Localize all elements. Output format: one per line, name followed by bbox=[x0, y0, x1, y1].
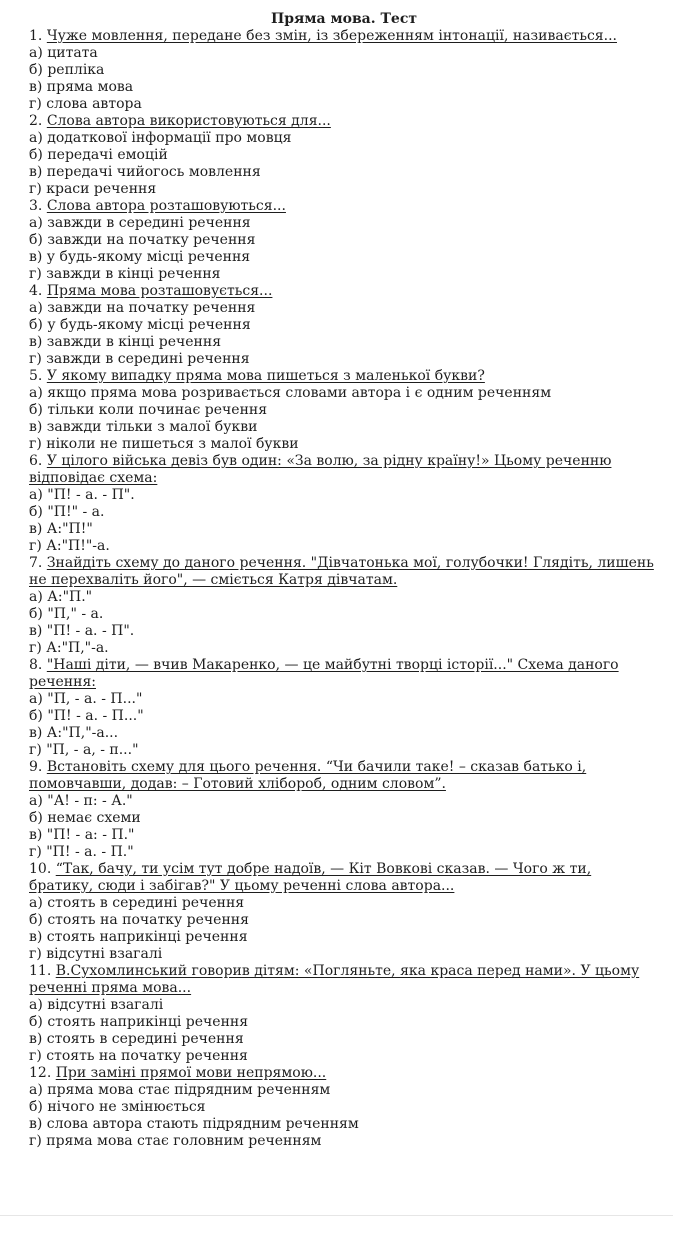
answer-option: б) стоять наприкінці речення bbox=[29, 1014, 249, 1030]
question-number: 12. bbox=[29, 1065, 52, 1081]
answer-option: в) "П! - а. - П". bbox=[29, 623, 135, 639]
answer-option: в) завжди в кінці речення bbox=[29, 334, 222, 350]
question-block bbox=[29, 1065, 659, 1150]
question-line bbox=[29, 657, 659, 691]
answer-option: г) пряма мова стає головним реченням bbox=[29, 1133, 322, 1149]
question-line bbox=[29, 1065, 659, 1082]
question-text: Чуже мовлення, передане без змін, із збереженням інтонації, називається... bbox=[46, 28, 617, 44]
divider bbox=[0, 1215, 673, 1216]
answer-option: г) завжди в середині речення bbox=[29, 351, 250, 367]
answer-option: б) "П!" - а. bbox=[29, 504, 105, 520]
question-block bbox=[29, 861, 659, 963]
answer-option: а) стоять в середині речення bbox=[29, 895, 245, 911]
answer-option: в) А:"П!" bbox=[29, 521, 93, 537]
answer-option: б) завжди на початку речення bbox=[29, 232, 256, 248]
answer-option: а) відсутні взагалі bbox=[29, 997, 164, 1013]
question-line bbox=[29, 759, 659, 793]
answer-option: б) "П! - а. - П..." bbox=[29, 708, 144, 724]
answer-option: а) якщо пряма мова розривається словами автора і є одним реченням bbox=[29, 385, 552, 401]
answer-option: г) "П, - а, - п..." bbox=[29, 742, 139, 758]
answer-option: г) А:"П,"-а. bbox=[29, 640, 109, 656]
answer-option: б) стоять на початку речення bbox=[29, 912, 249, 928]
answer-option: в) пряма мова bbox=[29, 79, 134, 95]
question-block bbox=[29, 963, 659, 1065]
answer-option: а) "П! - а. - П". bbox=[29, 487, 135, 503]
question-number: 5. bbox=[29, 368, 43, 384]
document-page bbox=[29, 11, 659, 1150]
question-text: При заміні прямої мови непрямою... bbox=[55, 1065, 327, 1081]
question-line bbox=[29, 963, 659, 997]
answer-option: а) цитата bbox=[29, 45, 98, 61]
answer-option: в) у будь-якому місці речення bbox=[29, 249, 251, 265]
answer-option: а) А:"П." bbox=[29, 589, 93, 605]
question-block bbox=[29, 283, 659, 368]
answer-option: г) ніколи не пишеться з малої букви bbox=[29, 436, 299, 452]
question-number: 11. bbox=[29, 963, 52, 979]
question-number: 10. bbox=[29, 861, 52, 877]
question-text: В.Сухомлинський говорив дітям: «Погляньте, яка краса перед нами». У цьому реченні пряма мова... bbox=[29, 963, 640, 996]
answer-option: а) завжди на початку речення bbox=[29, 300, 256, 316]
question-line bbox=[29, 198, 659, 215]
answer-option: в) передачі чийогось мовлення bbox=[29, 164, 261, 180]
question-block bbox=[29, 198, 659, 283]
answer-option: в) "П! - а: - П." bbox=[29, 827, 135, 843]
answer-option: г) завжди в кінці речення bbox=[29, 266, 221, 282]
answer-option: в) слова автора стають підрядним реченням bbox=[29, 1116, 359, 1132]
answer-option: а) завжди в середині речення bbox=[29, 215, 251, 231]
answer-option: б) "П," - а. bbox=[29, 606, 104, 622]
question-text: “Так, бачу, ти усім тут добре надоїв, — Кіт Вовкові сказав. — Чого ж ти, братику, сюди і забігав?" У цьому реченні слова автора... bbox=[29, 861, 592, 894]
answer-option: г) краси речення bbox=[29, 181, 157, 197]
question-number: 1. bbox=[29, 28, 43, 44]
answer-option: в) А:"П,"-а... bbox=[29, 725, 119, 741]
question-block bbox=[29, 555, 659, 657]
question-text: Слова автора розташовуються... bbox=[46, 198, 286, 214]
answer-option: а) додаткової інформації про мовця bbox=[29, 130, 292, 146]
answer-option: б) немає схеми bbox=[29, 810, 141, 826]
answer-option: в) стоять наприкінці речення bbox=[29, 929, 248, 945]
question-text: "Наші діти, — вчив Макаренко, — це майбутні творці історії..." Схема даного речення: bbox=[29, 657, 619, 690]
answer-option: г) слова автора bbox=[29, 96, 142, 112]
question-block bbox=[29, 28, 659, 113]
question-text: Знайдіть схему до даного речення. "Дівчатонька мої, голубочки! Глядіть, лишень не перехваліть його", — сміється Катря дівчатам. bbox=[29, 555, 654, 588]
question-number: 4. bbox=[29, 283, 43, 299]
answer-option: б) репліка bbox=[29, 62, 105, 78]
answer-option: в) стоять в середині речення bbox=[29, 1031, 244, 1047]
answer-option: г) стоять на початку речення bbox=[29, 1048, 248, 1064]
question-text: Слова автора використовуються для... bbox=[46, 113, 331, 129]
answer-option: г) "П! - а. - П." bbox=[29, 844, 134, 860]
question-number: 8. bbox=[29, 657, 43, 673]
question-block bbox=[29, 453, 659, 555]
answer-option: а) "А! - п: - А." bbox=[29, 793, 133, 809]
question-line bbox=[29, 28, 659, 45]
answer-option: г) А:"П!"-а. bbox=[29, 538, 110, 554]
question-line bbox=[29, 555, 659, 589]
question-text: У цілого війська девіз був один: «За волю, за рідну країну!» Цьому реченню відповідає схема: bbox=[29, 453, 612, 486]
answer-option: б) передачі емоцій bbox=[29, 147, 168, 163]
answer-option: б) у будь-якому місці речення bbox=[29, 317, 251, 333]
answer-option: б) нічого не змінюється bbox=[29, 1099, 206, 1115]
answer-option: в) завжди тільки з малої букви bbox=[29, 419, 258, 435]
document-title: Пряма мова. Тест bbox=[270, 11, 418, 27]
answer-option: а) "П, - а. - П..." bbox=[29, 691, 143, 707]
question-line bbox=[29, 283, 659, 300]
answer-option: б) тільки коли починає речення bbox=[29, 402, 268, 418]
question-line bbox=[29, 113, 659, 130]
question-line bbox=[29, 861, 659, 895]
question-list bbox=[29, 28, 659, 1150]
question-number: 7. bbox=[29, 555, 43, 571]
question-number: 3. bbox=[29, 198, 43, 214]
question-block bbox=[29, 657, 659, 759]
answer-option: а) пряма мова стає підрядним реченням bbox=[29, 1082, 331, 1098]
question-block bbox=[29, 759, 659, 861]
question-text: Встановіть схему для цього речення. “Чи бачили таке! – сказав батько і, помовчавши, додав: – Готовий хлібороб, одним словом”. bbox=[29, 759, 587, 792]
question-line bbox=[29, 453, 659, 487]
question-block bbox=[29, 113, 659, 198]
question-number: 2. bbox=[29, 113, 43, 129]
answer-option: г) відсутні взагалі bbox=[29, 946, 163, 962]
question-number: 9. bbox=[29, 759, 43, 775]
question-number: 6. bbox=[29, 453, 43, 469]
question-text: Пряма мова розташовується... bbox=[46, 283, 273, 299]
question-line bbox=[29, 368, 659, 385]
question-block bbox=[29, 368, 659, 453]
question-text: У якому випадку пряма мова пишеться з маленької букви? bbox=[46, 368, 485, 384]
